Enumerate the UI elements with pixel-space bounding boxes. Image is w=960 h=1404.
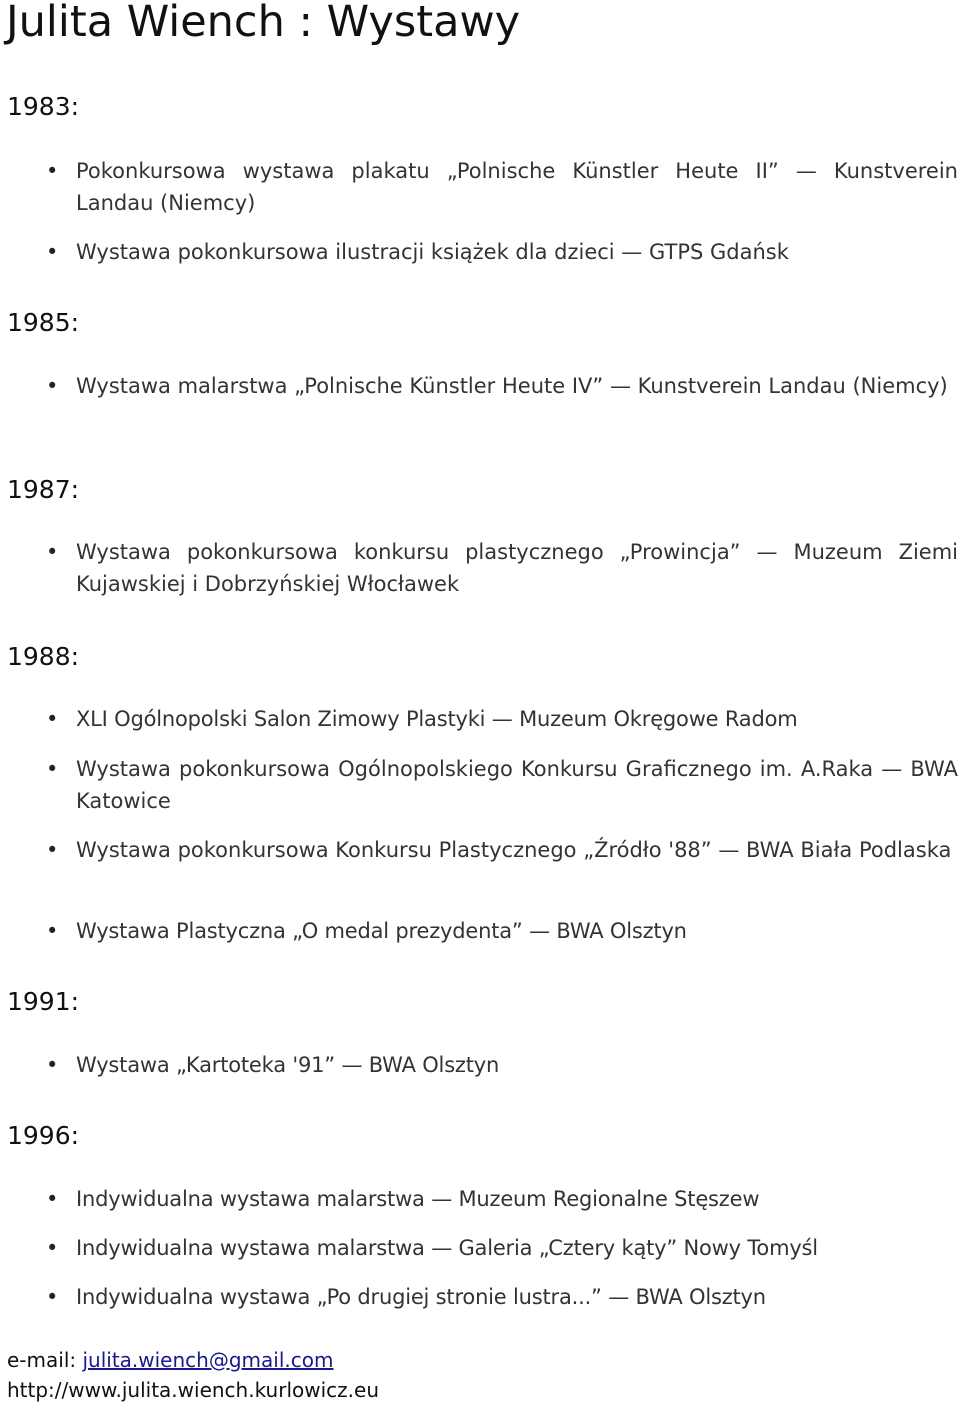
email-label: e-mail: [7,1348,83,1372]
bullet-icon: • [46,1236,59,1260]
year-heading-1987: 1987: [7,475,80,504]
website-line [7,1376,379,1404]
list-item [46,370,958,402]
bullet-icon: • [46,240,59,264]
list-item-text: Wystawa „Kartoteka '91” — BWA Olsztyn [76,1053,500,1077]
list-item-text: Indywidualna wystawa „Po drugiej stronie lustra...” — BWA Olsztyn [76,1285,766,1309]
bullet-icon: • [46,159,59,183]
year-heading-1996: 1996: [7,1121,80,1150]
list-item-text: XLI Ogólnopolski Salon Zimowy Plastyki — Muzeum Okręgowe Radom [76,707,798,731]
list-item [46,834,958,866]
year-heading-1991: 1991: [7,987,80,1016]
website-text: http://www.julita.wiench.kurlowicz.eu [7,1378,379,1402]
list-item [46,1183,958,1215]
list-item [46,1232,958,1264]
list-item [46,703,958,735]
list-item-text: Wystawa Plastyczna „O medal prezydenta” — BWA Olsztyn [76,919,687,943]
year-heading-1985: 1985: [7,308,80,337]
email-link[interactable]: julita.wiench@gmail.com [82,1348,334,1372]
list-item [46,236,958,268]
list-item-text: Indywidualna wystawa malarstwa — Galeria „Cztery kąty” Nowy Tomyśl [76,1236,818,1260]
list-item-text: Wystawa malarstwa „Polnische Künstler Heute IV” — Kunstverein Landau (Niemcy) [76,374,948,398]
page-title: Julita Wiench : Wystawy [6,0,521,47]
bullet-icon: • [46,919,59,943]
bullet-icon: • [46,1053,59,1077]
list-item [46,155,958,219]
year-heading-1983: 1983: [7,92,80,121]
bullet-icon: • [46,838,59,862]
bullet-icon: • [46,374,59,398]
list-item [46,753,958,817]
list-item [46,915,958,947]
list-item-text: Pokonkursowa wystawa plakatu „Polnische Künstler Heute II” — Kunstverein Landau (Niemcy) [76,159,958,215]
year-heading-1988: 1988: [7,642,80,671]
bullet-icon: • [46,757,59,781]
bullet-icon: • [46,1285,59,1309]
list-item-text: Wystawa pokonkursowa konkursu plastycznego „Prowincja” — Muzeum Ziemi Kujawskiej i Dobrzyńskiej Włocławek [76,540,958,596]
list-item-text: Wystawa pokonkursowa Ogólnopolskiego Konkursu Graficznego im. A.Raka — BWA Katowice [76,757,958,813]
list-item [46,1281,958,1313]
bullet-icon: • [46,1187,59,1211]
list-item [46,536,958,600]
bullet-icon: • [46,707,59,731]
list-item-text: Wystawa pokonkursowa ilustracji książek dla dzieci — GTPS Gdańsk [76,240,789,264]
bullet-icon: • [46,540,59,564]
list-item [46,1049,958,1081]
list-item-text: Indywidualna wystawa malarstwa — Muzeum Regionalne Stęszew [76,1187,760,1211]
list-item-text: Wystawa pokonkursowa Konkursu Plastycznego „Źródło '88” — BWA Biała Podlaska [76,838,952,862]
email-line [7,1346,333,1374]
